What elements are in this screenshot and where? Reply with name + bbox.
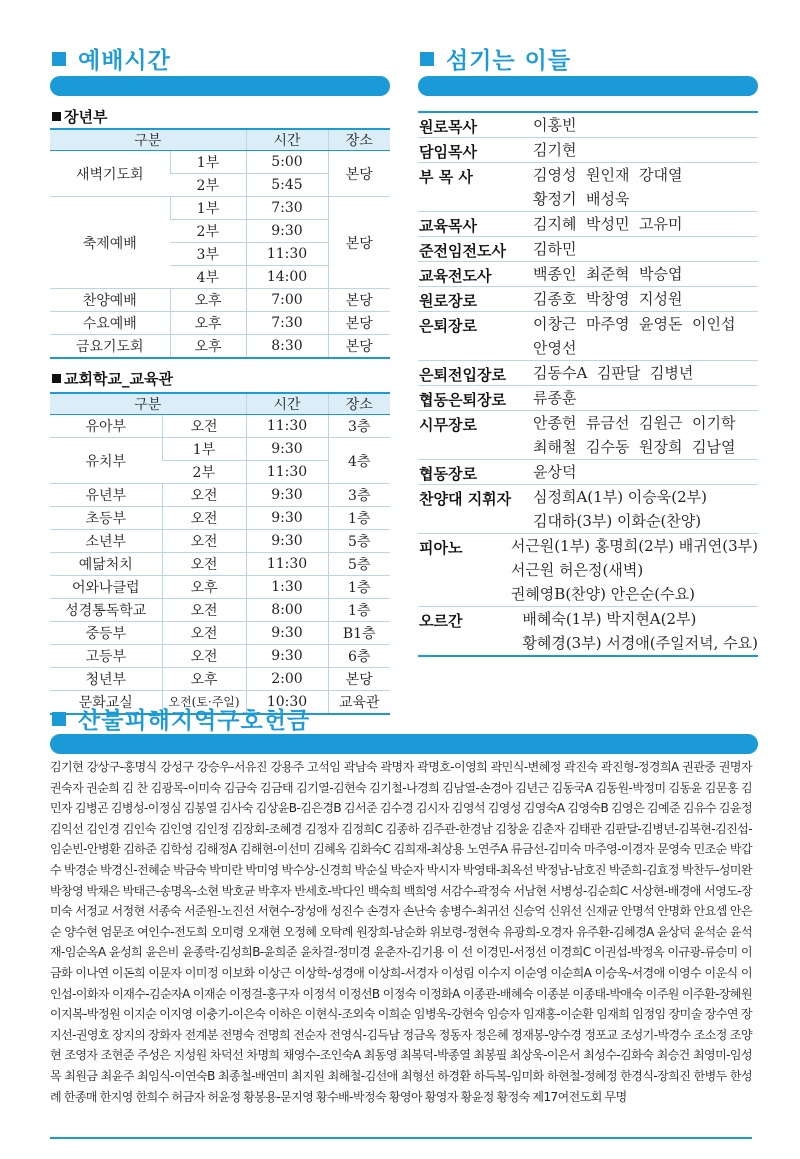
class-name: 예닮처치 (50, 553, 162, 576)
service-time: 7:30 (246, 312, 328, 335)
table-row (50, 197, 390, 220)
table-row (50, 599, 390, 622)
class-time: 8:00 (246, 599, 328, 622)
table-row (50, 576, 390, 599)
class-place: 교육관 (328, 691, 390, 714)
staff-names-line: 배혜숙(1부) 박지현A(2부) (522, 610, 697, 628)
staff-names-line: 권혜영B(찬양) 안은순(수요) (510, 585, 695, 603)
staff-row (418, 361, 758, 386)
class-part: 오후 (162, 576, 246, 599)
class-place: 1층 (328, 507, 390, 530)
staff-names (522, 607, 758, 655)
class-time: 9:30 (246, 438, 328, 461)
staff-names (533, 212, 758, 236)
staff-names (533, 163, 758, 211)
service-time: 8:30 (246, 335, 328, 358)
staff-row (418, 262, 758, 287)
service-name: 수요예배 (50, 312, 170, 335)
staff-names-line: 안영선 (533, 339, 577, 357)
staff-names-line: 서근원 허은정(새벽) (510, 561, 644, 579)
staff-names-line: 김동수A 김판달 김병년 (533, 364, 694, 382)
service-place: 본당 (328, 289, 390, 312)
service-place: 본당 (328, 312, 390, 335)
staff-names-line: 안종헌 류금선 김원근 이기학 (533, 414, 736, 432)
service-time: 14:00 (246, 266, 328, 289)
school-subheading-label: 교회학교_교육관 (64, 370, 173, 388)
service-place: 본당 (328, 335, 390, 358)
service-part: 1부 (170, 197, 246, 220)
class-part: 2부 (162, 461, 246, 484)
service-name: 새벽기도회 (50, 151, 170, 197)
staff-row (418, 485, 758, 534)
service-time: 7:00 (246, 289, 328, 312)
staff-names-line: 김영성 원인재 강대열 (533, 166, 683, 184)
class-place: 1층 (328, 576, 390, 599)
class-time: 11:30 (246, 415, 328, 438)
staff-role: 오르간 (419, 612, 463, 630)
column-header: 장소 (328, 393, 390, 415)
service-time: 5:00 (246, 151, 328, 174)
table-row (50, 668, 390, 691)
square-bullet-icon (52, 374, 61, 383)
staff-names-line: 이창근 마주영 윤영돈 이인섭 (533, 315, 736, 333)
staff-names (511, 534, 758, 606)
square-bullet-icon (52, 712, 66, 726)
school-schedule-table (50, 392, 390, 715)
class-time: 1:30 (246, 576, 328, 599)
service-time: 7:30 (246, 197, 328, 220)
staff-names (533, 312, 758, 360)
staff-row (418, 113, 758, 138)
class-part: 오전 (162, 484, 246, 507)
staff-names-line: 황혜경(3부) 서경애(주일저녁, 수요) (522, 634, 758, 652)
table-row (50, 645, 390, 668)
class-part: 오전 (162, 622, 246, 645)
donation-title-bar (50, 734, 758, 754)
class-part: 오전 (162, 530, 246, 553)
class-name: 성경통독학교 (50, 599, 162, 622)
staff-names-line: 김기현 (533, 141, 577, 159)
service-time: 5:45 (246, 174, 328, 197)
staff-role: 찬양대 지휘자 (419, 490, 512, 508)
service-part: 2부 (170, 174, 246, 197)
class-name: 소년부 (50, 530, 162, 553)
staff-names-line: 최해철 김수동 원장희 김남열 (533, 438, 736, 456)
staff-role: 부 목 사 (419, 168, 473, 186)
class-part: 오전 (162, 645, 246, 668)
class-time: 9:30 (246, 645, 328, 668)
class-place: 4층 (328, 438, 390, 484)
table-row (50, 507, 390, 530)
class-place: 3층 (328, 415, 390, 438)
staff-names (533, 361, 758, 385)
staff-names-line: 류종훈 (533, 389, 577, 407)
column-header: 구분 (50, 393, 246, 415)
staff-names-line: 윤상덕 (533, 463, 577, 481)
class-name: 청년부 (50, 668, 162, 691)
staff-names-line: 김종호 박창영 지성원 (533, 290, 683, 308)
square-bullet-icon (52, 52, 66, 66)
staff-names-line: 황정기 배성욱 (533, 190, 630, 208)
youth-schedule-table (50, 128, 390, 359)
staff-names (533, 237, 758, 261)
class-time: 9:30 (246, 530, 328, 553)
class-part: 오전 (162, 415, 246, 438)
youth-subheading-label: 장년부 (64, 108, 108, 126)
staff-role: 담임목사 (419, 143, 477, 161)
class-place: 1층 (328, 599, 390, 622)
class-part: 1부 (162, 438, 246, 461)
class-name: 유년부 (50, 484, 162, 507)
class-time: 9:30 (246, 507, 328, 530)
square-bullet-icon (52, 112, 61, 121)
table-row (50, 151, 390, 174)
service-name: 축제예배 (50, 197, 170, 289)
class-part: 오전(토·주일) (162, 691, 246, 714)
staff-names-line: 이홍빈 (533, 116, 577, 134)
staff-names (533, 411, 758, 459)
class-time: 9:30 (246, 622, 328, 645)
staff-row (418, 460, 758, 485)
service-part: 1부 (170, 151, 246, 174)
table-row (50, 335, 390, 358)
staff-role: 협동은퇴장로 (419, 391, 506, 409)
class-time: 2:00 (246, 668, 328, 691)
staff-section-header (420, 42, 571, 75)
class-place: 본당 (328, 668, 390, 691)
service-name: 찬양예배 (50, 289, 170, 312)
service-place: 본당 (328, 151, 390, 197)
staff-role: 교육목사 (419, 217, 477, 235)
service-part: 3부 (170, 243, 246, 266)
service-time: 9:30 (246, 220, 328, 243)
class-part: 오전 (162, 507, 246, 530)
staff-role: 시무장로 (419, 416, 477, 434)
divider (50, 1137, 752, 1139)
class-time: 9:30 (246, 484, 328, 507)
table-row (50, 438, 390, 461)
staff-role: 은퇴전입장로 (419, 366, 506, 384)
class-part: 오후 (162, 668, 246, 691)
class-name: 문화교실 (50, 691, 162, 714)
table-row (50, 415, 390, 438)
worship-section-title: 예배시간 (78, 48, 171, 74)
column-header: 장소 (328, 129, 390, 151)
class-place: 3층 (328, 484, 390, 507)
donation-section-title: 산불피해지역구호헌금 (78, 708, 311, 734)
staff-names (533, 485, 758, 533)
service-part: 오후 (170, 312, 246, 335)
staff-row (418, 138, 758, 163)
class-name: 중등부 (50, 622, 162, 645)
class-place: 5층 (328, 530, 390, 553)
staff-row (418, 212, 758, 237)
class-place: 6층 (328, 645, 390, 668)
column-header: 시간 (246, 129, 328, 151)
school-subheading (52, 368, 173, 389)
class-name: 어와나클럽 (50, 576, 162, 599)
class-time: 10:30 (246, 691, 328, 714)
staff-row (418, 237, 758, 262)
staff-names-line: 서근원(1부) 홍명희(2부) 배귀연(3부) (510, 537, 758, 555)
staff-role: 원로장로 (419, 292, 477, 310)
worship-section-header (52, 42, 171, 75)
class-place: B1층 (328, 622, 390, 645)
staff-role: 협동장로 (419, 465, 477, 483)
staff-row (418, 411, 758, 460)
service-place: 본당 (328, 197, 390, 289)
service-name: 금요기도회 (50, 335, 170, 358)
table-row (50, 530, 390, 553)
table-row (50, 312, 390, 335)
table-header-row (50, 129, 390, 151)
staff-role: 준전임전도사 (419, 242, 506, 260)
staff-row (418, 607, 758, 655)
staff-section-title: 섬기는 이들 (446, 48, 572, 74)
donor-names: 김기현 강상구-홍명식 강성구 강승우-서유진 강용주 고석임 곽남숙 곽명자 곽명호-이영희 곽민식-변혜정 곽진숙 곽진형-정경희A 권관중 권명자 권숙자 권순희 김 찬 김광목-이미숙 김금숙 김금태 김기열-김현숙 김기철-나경희 김남열-손경아 김년근 김동국A 김동원-박정미 김동윤 김문홍 김민자 김병곤 김병성-이정심 김봉열 김사숙 김상윤B-김은경B 김서준 김수경 김시자 김영석 김영성 김영숙A 김영숙B 김영은 김예준 김유수 김윤정 김익선 김인경 김인숙 김인영 김인정 김장회-조혜경 김정자 김정희C 김종하 김주관-한경남 김창윤 김춘자 김태관 김판달-김병년-김복현-김진섭-임순빈-안병환 김하준 김학성 김해정A 김해현-이선미 김혜옥 김화숙C 김희재-최상용 노연주A 류금선-김미숙 마주영-이경자 문영숙 민조순 박갑수 박경순 박경신-전혜순 박금숙 박미란 박미영 박수상-신경희 박순실 박순자 박시자 박영태-최옥선 박정남-남호진 박준희-김효정 박찬두-성미완 박창영 박채은 박태근-송명옥-소현 박호균 박후자 반세호-박다인 백숙희 백희영 서감수-곽정숙 서남현 서병성-김순희C 서상현-배경애 서영도-장미숙 서정교 서정현 서종숙 서준원-노진선 서현수-장성애 성진수 손경자 손난숙 송병수-최귀선 신승억 신위선 신재균 안명석 안명화 안요셉 안은순 양수현 엄문조 여인수-전도희 오미령 오재현 오정혜 오탁례 원장희-남순화 위보령-정현숙 유광희-오경자 유주환-김혜경A 윤상덕 윤석순 윤석재-임순옥A 윤성희 윤은비 윤종락-김성희B-윤희준 윤차걸-정미경 윤춘자-김기용 이 선 이경민-서정선 이경희C 이권섭-박정옥 이규광-류승미 이금화 이나연 이돈희 이문자 이미정 이보화 이상근 이상학-성경애 이상희-서경자 이성림 이수지 이순영 이순희A 이승욱-서경애 이영수 이운식 이인섭-이화자 이재수-김순자A 이재순 이정걸-홍구자 이정석 이정선B 이정숙 이정화A 이종관-배혜숙 이종분 이종태-박애숙 이주원 이주환-장혜원 이지복-박정원 이지순 이지영 이충기-이은숙 이하은 이현식-조외숙 이희순 임병욱-강현숙 임승자 임재홍-이순환 임재희 임정임 장미술 장수연 장지선-권영호 장지의 장화자 전계분 전명숙 전명희 전순자 전영식-김득남 정금옥 정동자 정은혜 정재봉-양수경 정포교 조성기-박경수 조소정 조양현 조영자 조현준 주성은 지성원 차덕선 차명희 채영수-조인숙A 최동영 최복덕-박종열 최봉필 최상욱-이은서 최성수-김화숙 최승건 최영미-임성목 최원금 최윤주 최임식-이연숙B 최종철-배연미 최지원 최해철-김선애 최형선 하경환 하득복-임미화 하현철-정혜정 한경식-장희진 한병두 한성례 한종매 한지영 한희수 허금자 허윤정 황봉용-문지영 황수배-박정숙 황영아 황영자 황윤정 황정숙 제17여전도회 무명 (50, 760, 752, 1104)
square-bullet-icon (420, 52, 434, 66)
staff-title-bar (418, 76, 758, 96)
staff-names-line: 김대하(3부) 이화순(찬양) (533, 512, 702, 530)
youth-subheading (52, 106, 107, 127)
class-place: 5층 (328, 553, 390, 576)
table-header-row (50, 393, 390, 415)
class-name: 유아부 (50, 415, 162, 438)
table-row (50, 289, 390, 312)
table-row (50, 622, 390, 645)
staff-names-line: 백종인 최준혁 박승엽 (533, 265, 683, 283)
service-part: 2부 (170, 220, 246, 243)
staff-names (533, 262, 758, 286)
table-row (50, 484, 390, 507)
column-header: 구분 (50, 129, 246, 151)
staff-row (418, 287, 758, 312)
staff-names (533, 287, 758, 311)
staff-role: 원로목사 (419, 118, 477, 136)
class-part: 오전 (162, 599, 246, 622)
staff-row (418, 163, 758, 212)
class-name: 초등부 (50, 507, 162, 530)
class-time: 11:30 (246, 553, 328, 576)
table-row (50, 553, 390, 576)
class-time: 11:30 (246, 461, 328, 484)
service-part: 4부 (170, 266, 246, 289)
staff-names (533, 386, 758, 410)
service-part: 오후 (170, 335, 246, 358)
service-part: 오후 (170, 289, 246, 312)
class-part: 오전 (162, 553, 246, 576)
column-header: 시간 (246, 393, 328, 415)
class-name: 고등부 (50, 645, 162, 668)
staff-role: 은퇴장로 (419, 317, 477, 335)
donation-section-header (52, 702, 310, 735)
staff-list (418, 111, 758, 657)
staff-role: 교육전도사 (419, 267, 492, 285)
staff-names-line: 김하민 (533, 240, 577, 258)
service-time: 11:30 (246, 243, 328, 266)
staff-names (533, 138, 758, 162)
staff-row (418, 386, 758, 411)
staff-names (533, 113, 758, 137)
staff-names-line: 김지혜 박성민 고유미 (533, 215, 683, 233)
staff-row (418, 312, 758, 361)
staff-names-line: 심정희A(1부) 이승욱(2부) (533, 488, 708, 506)
staff-row (418, 534, 758, 607)
staff-role: 피아노 (419, 539, 463, 557)
staff-names (533, 460, 758, 484)
worship-title-bar (50, 76, 390, 96)
class-name: 유치부 (50, 438, 162, 484)
